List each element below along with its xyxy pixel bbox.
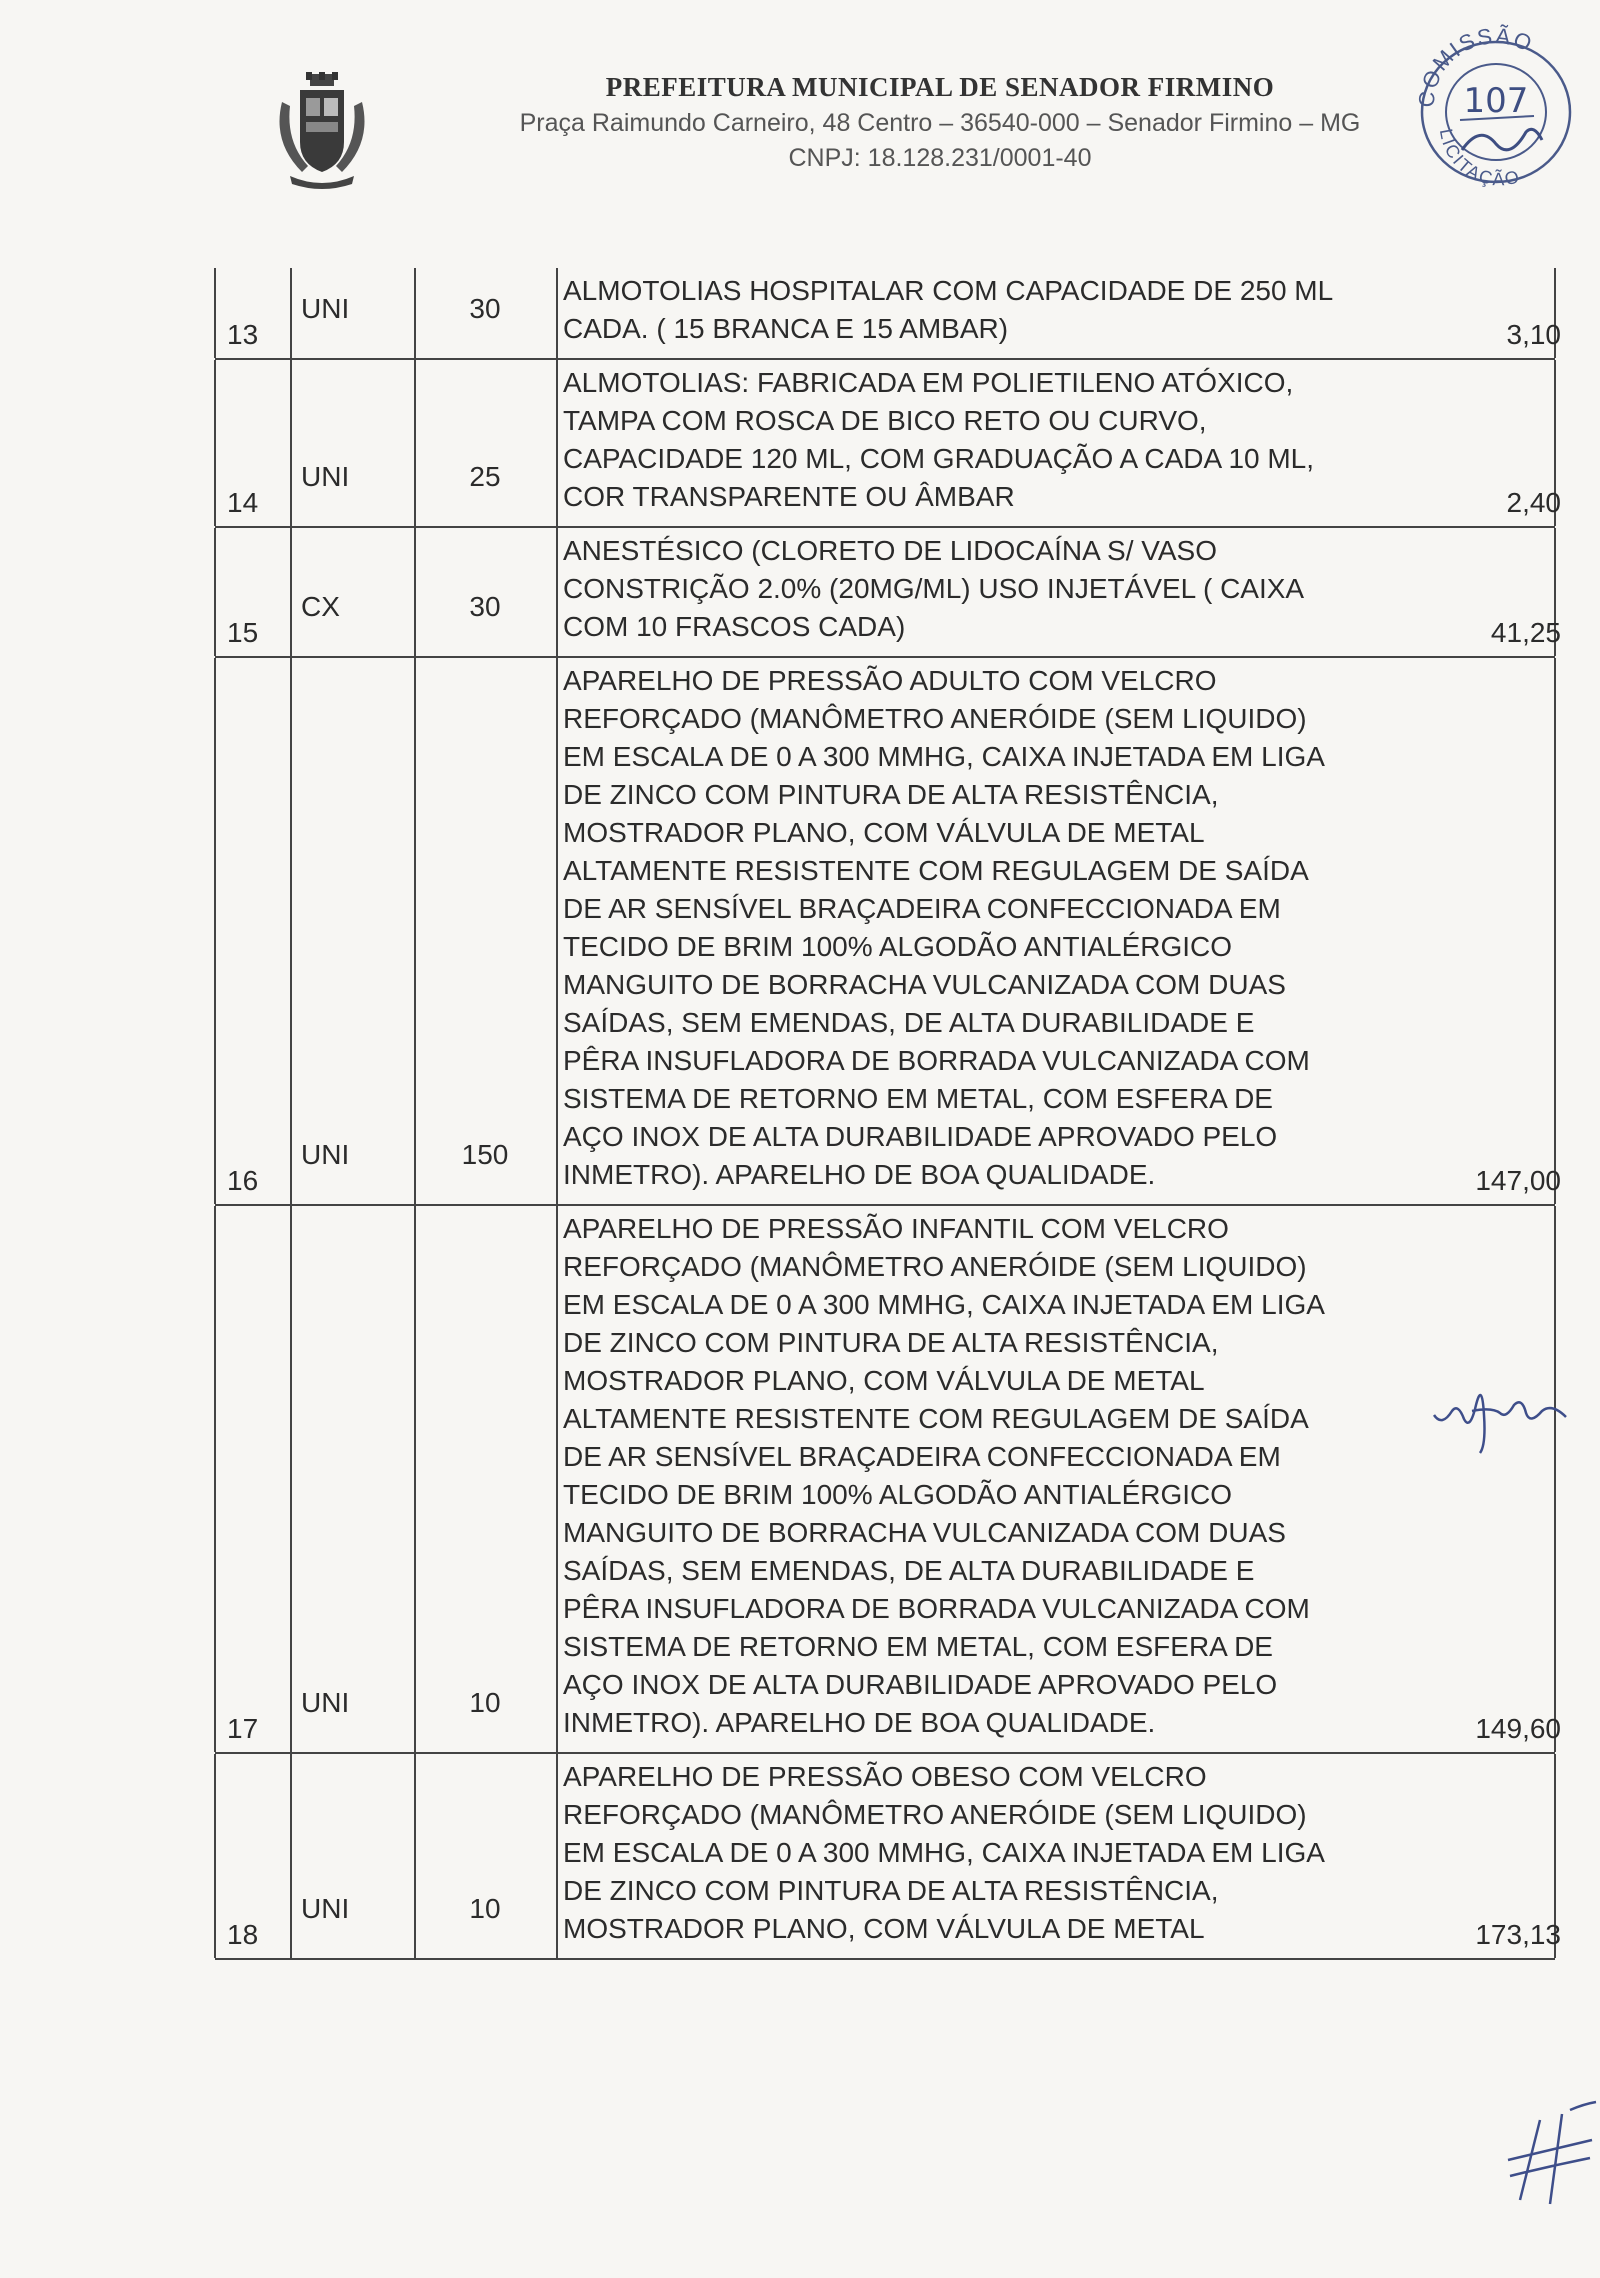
column-divider: [556, 360, 558, 526]
item-unit: UNI: [301, 1139, 350, 1170]
column-divider: [556, 1754, 558, 1958]
item-quantity: 30: [469, 293, 501, 324]
item-unit: UNI: [301, 293, 350, 324]
description-line: ALMOTOLIAS HOSPITALAR COM CAPACIDADE DE 250 ML: [563, 275, 1334, 306]
description-line: APARELHO DE PRESSÃO OBESO COM VELCRO: [563, 1761, 1207, 1792]
item-description: [563, 1206, 1583, 1742]
column-divider: [290, 1206, 292, 1752]
description-line: REFORÇADO (MANÔMETRO ANERÓIDE (SEM LIQUIDO): [563, 1251, 1307, 1282]
item-unit-price: 2,40: [1506, 487, 1561, 518]
organization-address: Praça Raimundo Carneiro, 48 Centro – 36540-000 – Senador Firmino – MG: [519, 109, 1361, 137]
description-line: EM ESCALA DE 0 A 300 MMHG, CAIXA INJETADA EM LIGA: [563, 1289, 1325, 1320]
municipal-crest-icon: [272, 72, 372, 194]
item-number: 17: [227, 1713, 259, 1744]
description-line: MOSTRADOR PLANO, COM VÁLVULA DE METAL: [563, 817, 1205, 848]
description-line: PÊRA INSUFLADORA DE BORRADA VULCANIZADA COM: [563, 1593, 1310, 1624]
description-line: INMETRO). APARELHO DE BOA QUALIDADE.: [563, 1159, 1156, 1190]
item-number: 15: [227, 617, 259, 648]
item-quantity: 150: [461, 1139, 509, 1170]
description-line: ALTAMENTE RESISTENTE COM REGULAGEM DE SAÍDA: [563, 855, 1309, 886]
description-line: CAPACIDADE 120 ML, COM GRADUAÇÃO A CADA 10 ML,: [563, 443, 1315, 474]
item-description: [563, 268, 1583, 348]
item-unit-price: 3,10: [1506, 319, 1561, 350]
description-line: SISTEMA DE RETORNO EM METAL, COM ESFERA DE: [563, 1083, 1273, 1114]
item-unit-price: 149,60: [1475, 1713, 1561, 1744]
organization-name: PREFEITURA MUNICIPAL DE SENADOR FIRMINO: [605, 72, 1275, 102]
table-row: [215, 268, 1561, 360]
column-divider: [414, 360, 416, 526]
item-unit-price: 173,13: [1475, 1919, 1561, 1950]
description-line: MANGUITO DE BORRACHA VULCANIZADA COM DUAS: [563, 969, 1286, 1000]
description-line: APARELHO DE PRESSÃO INFANTIL COM VELCRO: [563, 1213, 1229, 1244]
column-divider: [290, 268, 292, 358]
description-line: ALMOTOLIAS: FABRICADA EM POLIETILENO ATÓXICO,: [563, 367, 1294, 398]
column-divider: [290, 1754, 292, 1958]
description-line: DE ZINCO COM PINTURA DE ALTA RESISTÊNCIA,: [563, 1327, 1219, 1358]
table-row: [215, 658, 1561, 1206]
description-line: TECIDO DE BRIM 100% ALGODÃO ANTIALÉRGICO: [563, 1479, 1233, 1510]
letterhead: [440, 72, 1440, 173]
description-line: ANESTÉSICO (CLORETO DE LIDOCAÍNA S/ VASO: [563, 535, 1218, 566]
description-line: APARELHO DE PRESSÃO ADULTO COM VELCRO: [563, 665, 1217, 696]
item-description: [563, 1754, 1583, 1948]
description-line: COM 10 FRASCOS CADA): [563, 611, 906, 642]
description-line: SAÍDAS, SEM EMENDAS, DE ALTA DURABILIDADE E: [563, 1007, 1255, 1038]
column-divider: [556, 528, 558, 656]
item-number: 14: [227, 487, 259, 518]
item-quantity: 10: [469, 1687, 501, 1718]
description-line: MOSTRADOR PLANO, COM VÁLVULA DE METAL: [563, 1913, 1205, 1944]
commission-stamp-icon: [1410, 20, 1578, 195]
table-row: [215, 1206, 1561, 1754]
stamp-top-text: COMISSÃO: [1413, 22, 1538, 109]
description-line: MANGUITO DE BORRACHA VULCANIZADA COM DUAS: [563, 1517, 1286, 1548]
item-quantity: 30: [469, 591, 501, 622]
item-number: 13: [227, 319, 259, 350]
handwritten-initial-icon: [1430, 1375, 1570, 1455]
column-divider: [214, 1754, 216, 1958]
stamp-number: 107: [1463, 81, 1529, 121]
column-divider: [214, 1206, 216, 1752]
stamp-bottom-text: LICITAÇÃO: [1435, 127, 1523, 190]
description-line: REFORÇADO (MANÔMETRO ANERÓIDE (SEM LIQUIDO): [563, 703, 1307, 734]
column-divider: [214, 658, 216, 1204]
item-quantity: 10: [469, 1893, 501, 1924]
column-divider: [556, 268, 558, 358]
column-divider: [290, 360, 292, 526]
column-divider: [290, 528, 292, 656]
column-divider: [556, 658, 558, 1204]
description-line: DE ZINCO COM PINTURA DE ALTA RESISTÊNCIA,: [563, 1875, 1219, 1906]
organization-cnpj: CNPJ: 18.128.231/0001-40: [788, 144, 1092, 172]
column-divider: [290, 658, 292, 1204]
item-description: [563, 658, 1583, 1194]
table-row: [215, 360, 1561, 528]
column-divider: [214, 268, 216, 358]
description-line: COR TRANSPARENTE OU ÂMBAR: [563, 481, 1015, 512]
handwritten-rubric-icon: [1500, 2100, 1600, 2210]
description-line: INMETRO). APARELHO DE BOA QUALIDADE.: [563, 1707, 1156, 1738]
item-unit: UNI: [301, 1687, 350, 1718]
column-divider: [214, 528, 216, 656]
item-unit-price: 41,25: [1490, 617, 1561, 648]
items-table: [215, 268, 1561, 1960]
description-line: ALTAMENTE RESISTENTE COM REGULAGEM DE SAÍDA: [563, 1403, 1309, 1434]
description-line: TECIDO DE BRIM 100% ALGODÃO ANTIALÉRGICO: [563, 931, 1233, 962]
description-line: AÇO INOX DE ALTA DURABILIDADE APROVADO PELO: [563, 1669, 1278, 1700]
item-description: [563, 528, 1583, 646]
description-line: DE ZINCO COM PINTURA DE ALTA RESISTÊNCIA,: [563, 779, 1219, 810]
column-divider: [214, 360, 216, 526]
column-divider: [556, 1206, 558, 1752]
description-line: MOSTRADOR PLANO, COM VÁLVULA DE METAL: [563, 1365, 1205, 1396]
description-line: TAMPA COM ROSCA DE BICO RETO OU CURVO,: [563, 405, 1207, 436]
description-line: EM ESCALA DE 0 A 300 MMHG, CAIXA INJETADA EM LIGA: [563, 1837, 1325, 1868]
table-row: [215, 1754, 1561, 1960]
item-unit: UNI: [301, 461, 350, 492]
item-description: [563, 360, 1583, 516]
description-line: CONSTRIÇÃO 2.0% (20MG/ML) USO INJETÁVEL ( CAIXA: [563, 573, 1305, 604]
description-line: CADA. ( 15 BRANCA E 15 AMBAR): [563, 313, 1009, 344]
description-line: DE AR SENSÍVEL BRAÇADEIRA CONFECCIONADA EM: [563, 1441, 1281, 1472]
description-line: REFORÇADO (MANÔMETRO ANERÓIDE (SEM LIQUIDO): [563, 1799, 1307, 1830]
column-divider: [414, 1206, 416, 1752]
description-line: SAÍDAS, SEM EMENDAS, DE ALTA DURABILIDADE E: [563, 1555, 1255, 1586]
description-line: AÇO INOX DE ALTA DURABILIDADE APROVADO PELO: [563, 1121, 1278, 1152]
description-line: EM ESCALA DE 0 A 300 MMHG, CAIXA INJETADA EM LIGA: [563, 741, 1325, 772]
item-number: 18: [227, 1919, 259, 1950]
table-row: [215, 528, 1561, 658]
item-number: 16: [227, 1165, 259, 1196]
description-line: SISTEMA DE RETORNO EM METAL, COM ESFERA DE: [563, 1631, 1273, 1662]
description-line: PÊRA INSUFLADORA DE BORRADA VULCANIZADA COM: [563, 1045, 1310, 1076]
item-quantity: 25: [469, 461, 501, 492]
item-unit: CX: [301, 591, 340, 622]
item-unit-price: 147,00: [1475, 1165, 1561, 1196]
column-divider: [414, 658, 416, 1204]
item-unit: UNI: [301, 1893, 350, 1924]
description-line: DE AR SENSÍVEL BRAÇADEIRA CONFECCIONADA EM: [563, 893, 1281, 924]
